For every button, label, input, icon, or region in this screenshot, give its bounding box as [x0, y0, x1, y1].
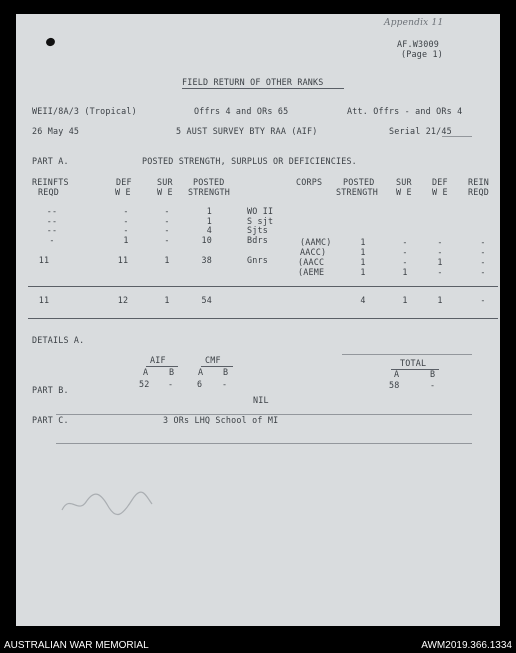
total-header: TOTAL	[400, 358, 427, 368]
document-title: FIELD RETURN OF OTHER RANKS	[182, 77, 324, 87]
rank-row-rank: Sjts	[247, 225, 268, 235]
cmf-header: CMF	[205, 355, 221, 365]
col-corps-sur-we: W E	[396, 187, 412, 197]
corps-row-rein: -	[480, 247, 486, 257]
part-a-label: PART A.	[32, 156, 69, 166]
rank-row-def: 11	[117, 255, 129, 265]
corps-row-posted: 1	[360, 257, 366, 267]
aif-b-value: -	[168, 379, 174, 389]
aif-header: AIF	[150, 355, 166, 365]
corps-row-corps: (AACC	[298, 257, 325, 267]
corps-row-def: -	[437, 267, 443, 277]
part-a-title: POSTED STRENGTH, SURPLUS OR DEFICIENCIES.	[142, 156, 357, 166]
rank-row-posted: 4	[206, 225, 212, 235]
cmf-a-value: 6	[197, 379, 203, 389]
handwritten-annotation: Appendix 11	[384, 18, 444, 28]
col-corps: CORPS	[296, 177, 323, 187]
date: 26 May 45	[32, 126, 80, 136]
corps-row-corps: (AAMC)	[300, 237, 332, 247]
aif-b-label: B	[169, 367, 175, 377]
rank-row-sur: -	[164, 225, 170, 235]
rank-row-def: -	[123, 216, 129, 226]
col-corps-def: DEF	[432, 177, 448, 187]
col-corps-rein-reqd: REQD	[468, 187, 489, 197]
corps-row-def: -	[437, 237, 443, 247]
col-corps-rein: REIN	[468, 177, 489, 187]
footer-institution: AUSTRALIAN WAR MEMORIAL	[4, 640, 149, 651]
total-corps-def: 1	[437, 295, 443, 305]
corps-row-rein: -	[480, 237, 486, 247]
serial: Serial 21/45	[389, 126, 452, 136]
rank-row-posted: 10	[201, 235, 212, 245]
corps-row-def: 1	[437, 257, 443, 267]
total-reinfts: 11	[38, 295, 50, 305]
rank-row-rank: Gnrs	[247, 255, 268, 265]
rank-row-posted: 1	[206, 216, 212, 226]
offrs-ors: Offrs 4 and ORs 65	[194, 106, 289, 116]
total-def: 12	[117, 295, 129, 305]
col-sur: SUR	[157, 177, 173, 187]
rank-row-posted: 1	[206, 206, 212, 216]
form-code: AF.W3009	[397, 39, 439, 49]
rank-row-reinfts: 11	[38, 255, 50, 265]
col-def-we: W E	[115, 187, 131, 197]
total-header-rule	[342, 354, 472, 355]
rank-row-sur: -	[164, 216, 170, 226]
attached: Att. Offrs - and ORs 4	[347, 106, 463, 116]
corps-row-sur: -	[402, 257, 408, 267]
totals-top-rule	[28, 286, 498, 287]
rank-row-def: -	[123, 225, 129, 235]
corps-row-rein: -	[480, 257, 486, 267]
corps-row-corps: AACC)	[300, 247, 327, 257]
rank-row-reinfts: --	[46, 206, 58, 216]
total-a-label: A	[394, 369, 400, 379]
rank-row-def: -	[123, 206, 129, 216]
part-b-value: NIL	[253, 395, 269, 405]
rank-row-rank: WO II	[247, 206, 274, 216]
total-b-value: -	[430, 380, 436, 390]
rank-row-sur: -	[164, 206, 170, 216]
part-c-label: PART C.	[32, 415, 69, 425]
corps-row-sur: -	[402, 237, 408, 247]
col-corps-posted: POSTED	[343, 177, 375, 187]
col-reinfts: REINFTS	[32, 177, 69, 187]
corps-row-posted: 1	[360, 237, 366, 247]
corps-row-posted: 1	[360, 247, 366, 257]
part-c-rule	[56, 443, 472, 444]
unit: 5 AUST SURVEY BTY RAA (AIF)	[176, 126, 318, 136]
part-b-label: PART B.	[32, 385, 69, 395]
rank-row-posted: 38	[201, 255, 212, 265]
cmf-b-value: -	[222, 379, 228, 389]
total-corps-sur: 1	[402, 295, 408, 305]
cmf-b-label: B	[223, 367, 229, 377]
total-corps-rein: -	[480, 295, 486, 305]
rank-row-reinfts: --	[46, 216, 58, 226]
punch-hole-mark	[45, 37, 56, 48]
totals-bottom-rule	[28, 318, 498, 319]
serial-underline	[442, 136, 472, 137]
faint-signature	[56, 484, 156, 524]
col-posted-strength: STRENGTH	[188, 187, 230, 197]
aif-a-label: A	[143, 367, 149, 377]
total-b-label: B	[430, 369, 436, 379]
col-corps-posted-strength: STRENGTH	[336, 187, 378, 197]
total-a-value: 58	[389, 380, 400, 390]
rank-row-sur: 1	[164, 255, 170, 265]
rank-row-def: 1	[123, 235, 129, 245]
rank-row-rank: Bdrs	[247, 235, 268, 245]
rank-row-rank: S sjt	[247, 216, 274, 226]
archive-footer	[0, 636, 516, 653]
rank-row-reinfts: --	[46, 225, 58, 235]
col-def: DEF	[116, 177, 132, 187]
corps-row-rein: -	[480, 267, 486, 277]
document-page	[16, 14, 500, 626]
aif-a-value: 52	[139, 379, 150, 389]
total-corps-posted: 4	[360, 295, 366, 305]
part-c-value: 3 ORs LHQ School of MI	[163, 415, 279, 425]
cmf-a-label: A	[198, 367, 204, 377]
col-reinfts-reqd: REQD	[38, 187, 59, 197]
corps-row-def: -	[437, 247, 443, 257]
details-a-label: DETAILS A.	[32, 335, 85, 345]
col-sur-we: W E	[157, 187, 173, 197]
corps-row-corps: (AEME	[298, 267, 325, 277]
total-posted: 54	[201, 295, 212, 305]
cmf-underline	[201, 366, 233, 367]
corps-row-sur: -	[402, 247, 408, 257]
form-page: (Page 1)	[401, 49, 443, 59]
col-corps-sur: SUR	[396, 177, 412, 187]
col-corps-def-we: W E	[432, 187, 448, 197]
corps-row-posted: 1	[360, 267, 366, 277]
col-posted: POSTED	[193, 177, 225, 187]
rank-row-sur: -	[164, 235, 170, 245]
footer-accession: AWM2019.366.1334	[421, 640, 512, 651]
total-sur: 1	[164, 295, 170, 305]
establishment: WEII/8A/3 (Tropical)	[32, 106, 137, 116]
rank-row-reinfts: -	[49, 235, 55, 245]
title-underline	[182, 88, 344, 89]
corps-row-sur: 1	[402, 267, 408, 277]
